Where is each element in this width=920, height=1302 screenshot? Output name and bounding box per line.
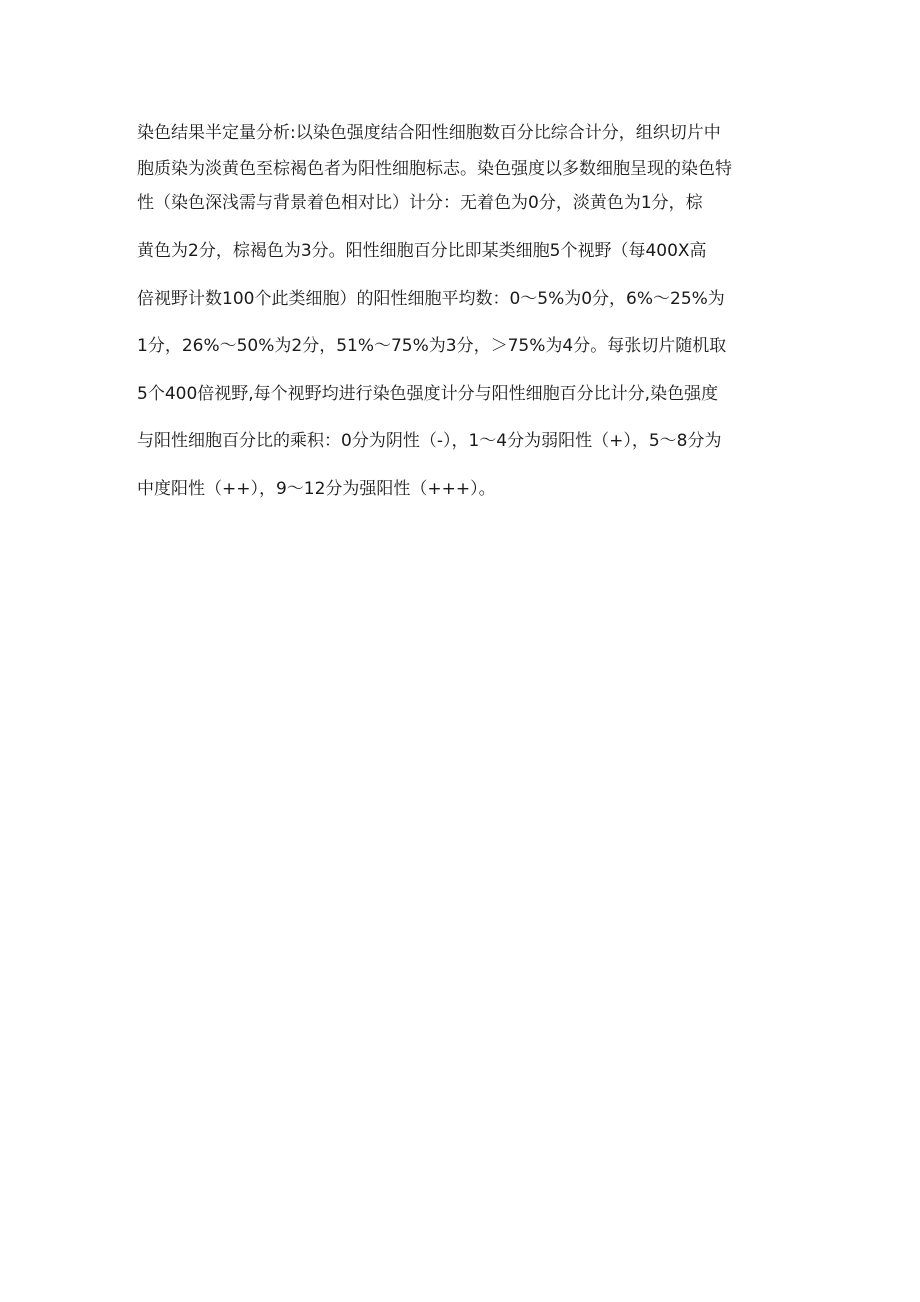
text-line: 染色结果半定量分析:以染色强度结合阳性细胞数百分比综合计分，组织切片中	[137, 123, 721, 143]
text-line: 中度阳性（++），9～12分为强阳性（+++）。	[137, 479, 496, 499]
text-line: 与阳性细胞百分比的乘积：0分为阴性（-），1～4分为弱阳性（+），5～8分为	[137, 431, 722, 451]
text-line: 性（染色深浅需与背景着色相对比）计分：无着色为0分，淡黄色为1分，棕	[137, 193, 703, 213]
text-line: 5个400倍视野,每个视野均进行染色强度计分与阳性细胞百分比计分,染色强度	[137, 384, 719, 404]
text-line: 胞质染为淡黄色至棕褐色者为阳性细胞标志。染色强度以多数细胞呈现的染色特	[137, 159, 732, 179]
text-line: 1分，26%～50%为2分，51%～75%为3分，＞75%为4分。每张切片随机取	[137, 336, 727, 356]
text-line: 倍视野计数100个此类细胞）的阳性细胞平均数：0～5%为0分，6%～25%为	[137, 289, 725, 309]
text-line: 黄色为2分，棕褐色为3分。阳性细胞百分比即某类细胞5个视野（每400X高	[137, 241, 707, 261]
